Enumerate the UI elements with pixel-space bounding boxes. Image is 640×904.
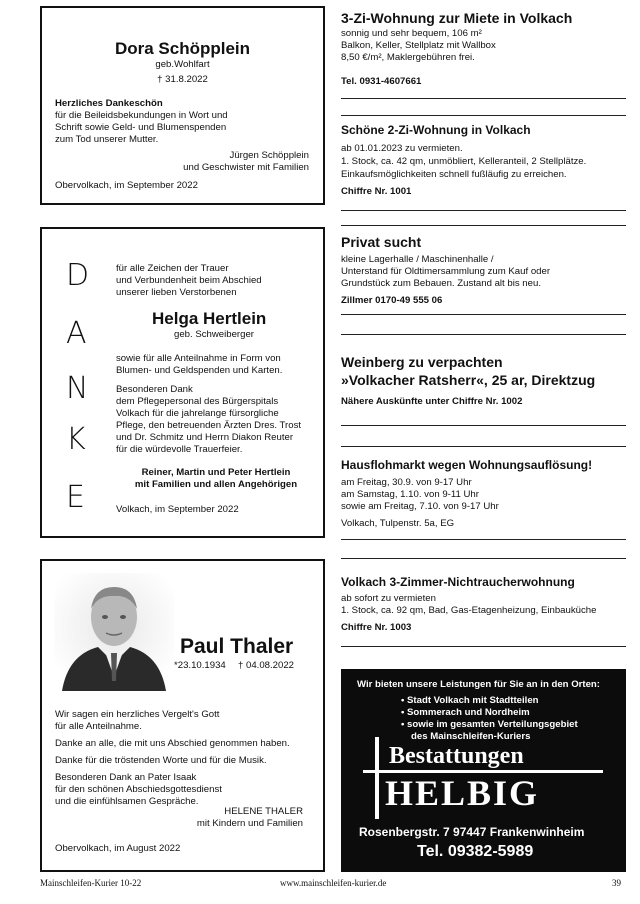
signature-line: mit Kindern und Familien — [196, 818, 303, 829]
death-date: † 31.8.2022 — [157, 74, 208, 85]
death-date: † 04.08.2022 — [238, 660, 295, 671]
text-line: für alle Anteilnahme. — [55, 721, 142, 732]
text-line: und Dr. Schmitz und Herrn Diakon Reuter — [116, 432, 294, 443]
signature-line: mit Familien und allen Angehörigen — [134, 479, 298, 490]
obituary-notice-thaler — [40, 559, 325, 872]
deceased-name: Paul Thaler — [180, 635, 294, 658]
deceased-name: Dora Schöpplein — [114, 39, 251, 58]
ad-title: 3-Zi-Wohnung zur Miete in Volkach — [341, 10, 573, 26]
helbig-advertisement — [341, 669, 626, 872]
ad-line: ab 01.01.2023 zu vermieten. — [341, 143, 463, 154]
portrait-photo — [54, 573, 174, 691]
ad-contact: Zillmer 0170-49 555 06 — [341, 295, 443, 306]
birth-name: geb. Schweiberger — [174, 329, 254, 340]
ad-line: 1. Stock, ca. 92 qm, Bad, Gas-Etagenheizung, Einbauküche — [341, 605, 597, 616]
text-line: Pflege, den betreuenden Ärzten Dres. Trost — [116, 420, 302, 431]
danke-letter: D — [66, 258, 90, 293]
place-date: Volkach, im September 2022 — [116, 504, 239, 515]
intro-line: für alle Zeichen der Trauer — [116, 263, 229, 274]
ad-line: 1. Stock, ca. 42 qm, unmöbliert, Kelleranteil, 2 Stellplätze. — [341, 156, 587, 167]
ad-contact: Tel. 0931-4607661 — [341, 76, 422, 87]
obituary-notice-schoepplein — [40, 6, 325, 205]
ad-title: Hausflohmarkt wegen Wohnungsauflösung! — [341, 458, 593, 472]
helbig-word-bestattungen: Bestattungen — [389, 743, 524, 769]
text-line: Volkach für die jahrelange fürsorgliche — [116, 408, 279, 419]
ad-line: ab sofort zu vermieten — [341, 593, 436, 604]
divider — [341, 558, 626, 559]
thanks-text-line: Schrift sowie Geld- und Blumenspenden — [55, 122, 227, 133]
ad-contact: Chiffre Nr. 1001 — [341, 186, 412, 197]
footer-url[interactable]: www.mainschleifen-kurier.de — [280, 878, 387, 888]
signature-line: HELENE THALER — [224, 806, 303, 817]
divider — [341, 539, 626, 540]
ad-title: Weinberg zu verpachten — [341, 354, 503, 370]
ad-title: Privat sucht — [341, 234, 422, 250]
signature-line: Jürgen Schöpplein — [229, 150, 309, 161]
intro-line: unserer lieben Verstorbenen — [116, 287, 237, 298]
thanks-text-line: für die Beileidsbekundungen in Wort und — [55, 110, 228, 121]
ad-contact: Volkach, Tulpenstr. 5a, EG — [341, 518, 455, 529]
cross-icon — [375, 737, 379, 819]
text-line: Danke für die tröstenden Worte und für die Musik. — [55, 755, 267, 766]
text-line: Besonderen Dank — [116, 384, 193, 395]
signature-line: Reiner, Martin und Peter Hertlein — [141, 467, 291, 478]
ad-line: Einkaufsmöglichkeiten schnell fußläufig zu erreichen. — [341, 169, 567, 180]
text-line: für den schönen Abschiedsgottesdienst — [55, 784, 222, 795]
footer-publication: Mainschleifen-Kurier 10-22 — [40, 878, 142, 888]
intro-line: und Verbundenheit beim Abschied — [116, 275, 262, 286]
text-line: dem Pflegepersonal des Bürgerspitals — [116, 396, 279, 407]
text-line: und die einfühlsamen Gespräche. — [55, 796, 199, 807]
birth-name: geb.Wohlfart — [155, 59, 210, 70]
ad-line: sonnig und sehr bequem, 106 m² — [341, 28, 482, 39]
text-line: Besonderen Dank an Pater Isaak — [55, 772, 197, 783]
ad-line: Unterstand für Oldtimersammlung zum Kauf oder — [341, 266, 551, 277]
place-date: Obervolkach, im August 2022 — [55, 843, 181, 854]
danke-letter: N — [66, 371, 89, 406]
divider — [341, 225, 626, 226]
ad-title: »Volkacher Ratsherr«, 25 ar, Direktzug — [341, 372, 596, 388]
ad-title: Volkach 3-Zimmer-Nichtraucherwohnung — [341, 575, 575, 589]
helbig-word-helbig: HELBIG — [385, 773, 540, 813]
divider — [341, 210, 626, 211]
helbig-address: Rosenbergstr. 7 97447 Frankenwinheim — [359, 825, 585, 839]
helbig-bullet: • Stadt Volkach mit Stadtteilen — [401, 695, 539, 706]
divider — [341, 115, 626, 116]
divider — [341, 446, 626, 447]
ad-line: Balkon, Keller, Stellplatz mit Wallbox — [341, 40, 496, 51]
helbig-bullet-cont: des Mainschleifen-Kuriers — [411, 731, 531, 742]
danke-letter: K — [66, 422, 86, 457]
signature-line: und Geschwister mit Familien — [183, 162, 309, 173]
ad-line: am Freitag, 30.9. von 9-17 Uhr — [341, 477, 472, 488]
helbig-bullet: • Sommerach und Nordheim — [401, 707, 530, 718]
text-line: für die würdevolle Trauerfeier. — [116, 444, 243, 455]
helbig-bullet: • sowie im gesamten Verteilungsgebiet — [401, 719, 578, 730]
obituary-notice-hertlein — [40, 227, 325, 538]
thanks-heading: Herzliches Dankeschön — [55, 98, 163, 109]
helbig-intro: Wir bieten unsere Leistungen für Sie an in den Orten: — [357, 679, 600, 690]
divider — [341, 334, 626, 335]
ad-title: Schöne 2-Zi-Wohnung in Volkach — [341, 123, 531, 137]
ad-line: am Samstag, 1.10. von 9-11 Uhr — [341, 489, 479, 500]
ad-line: Grundstück zum Bebauen. Zustand alt bis neu. — [341, 278, 541, 289]
helbig-phone: Tel. 09382-5989 — [417, 843, 534, 860]
text-line: Blumen- und Geldspenden und Karten. — [116, 365, 283, 376]
divider — [341, 646, 626, 647]
divider — [341, 314, 626, 315]
ad-contact: Nähere Auskünfte unter Chiffre Nr. 1002 — [341, 396, 523, 407]
birth-date: *23.10.1934 — [174, 660, 226, 671]
text-line: Wir sagen ein herzliches Vergelt's Gott — [55, 709, 220, 720]
text-line: Danke an alle, die mit uns Abschied genommen haben. — [55, 738, 290, 749]
ad-line: sowie am Freitag, 7.10. von 9-17 Uhr — [341, 501, 499, 512]
deceased-name: Helga Hertlein — [152, 309, 267, 328]
footer-page-number: 39 — [612, 878, 621, 888]
thanks-text-line: zum Tod unserer Mutter. — [55, 134, 159, 145]
ad-line: 8,50 €/m², Maklergebühren frei. — [341, 52, 475, 63]
place-date: Obervolkach, im September 2022 — [55, 180, 198, 191]
text-line: sowie für alle Anteilnahme in Form von — [116, 353, 281, 364]
danke-letter: A — [66, 316, 87, 351]
ad-line: kleine Lagerhalle / Maschinenhalle / — [341, 254, 494, 265]
divider — [341, 98, 626, 99]
danke-letter: E — [66, 480, 85, 515]
divider — [341, 425, 626, 426]
ad-contact: Chiffre Nr. 1003 — [341, 622, 412, 633]
